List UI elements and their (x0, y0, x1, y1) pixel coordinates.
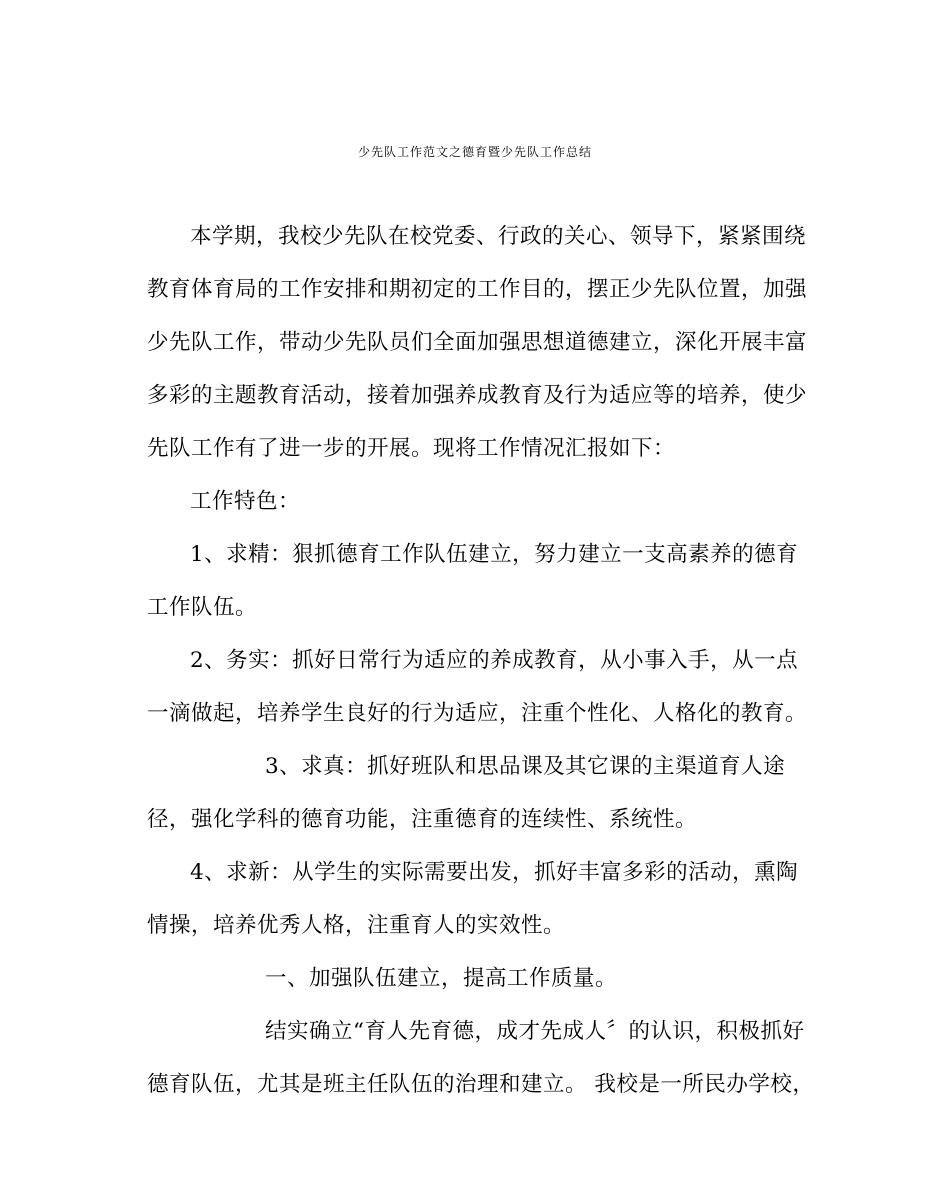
body-line: 3、求真：抓好班队和思品课及其它课的主渠道育人途 (265, 754, 786, 779)
body-line: 教育体育局的工作安排和期初定的工作目的，摆正少先队位置，加强 (147, 277, 808, 302)
section-heading: 工作特色： (190, 489, 301, 514)
body-line: 本学期，我校少先队在校党委、行政的关心、领导下，紧紧围绕 (190, 224, 807, 249)
section-heading: 一、加强队伍建立，提高工作质量。 (265, 966, 618, 991)
body-line: 径，强化学科的德育功能，注重德育的连续性、系统性。 (147, 807, 698, 832)
body-line: 1、求精：狠抓德育工作队伍建立，努力建立一支高素养的德育 (190, 542, 799, 567)
body-line: 德育队伍，尤其是班主任队伍的治理和建立。 我校是一所民办学校， (147, 1072, 815, 1097)
body-line: 多彩的主题教育活动，接着加强养成教育及行为适应等的培养，使少 (147, 383, 808, 408)
body-line: 情操，培养优秀人格，注重育人的实效性。 (147, 913, 566, 938)
body-line: 工作队伍。 (147, 595, 258, 620)
body-line: 一滴做起，培养学生良好的行为适应，注重个性化、人格化的教育。 (147, 701, 808, 726)
body-line: 2、务实：抓好日常行为适应的养成教育，从小事入手，从一点 (190, 648, 799, 673)
body-line: 4、求新：从学生的实际需要出发，抓好丰富多彩的活动，熏陶 (190, 860, 799, 885)
body-line: 结实确立“育人先育德，成才先成人〞的认识，积极抓好 (265, 1019, 805, 1044)
body-line: 先队工作有了进一步的开展。现将工作情况汇报如下： (147, 436, 676, 461)
document-title: 少先队工作范文之德育暨少先队工作总结 (357, 145, 592, 159)
body-line: 少先队工作，带动少先队员们全面加强思想道德建立，深化开展丰富 (147, 330, 808, 355)
